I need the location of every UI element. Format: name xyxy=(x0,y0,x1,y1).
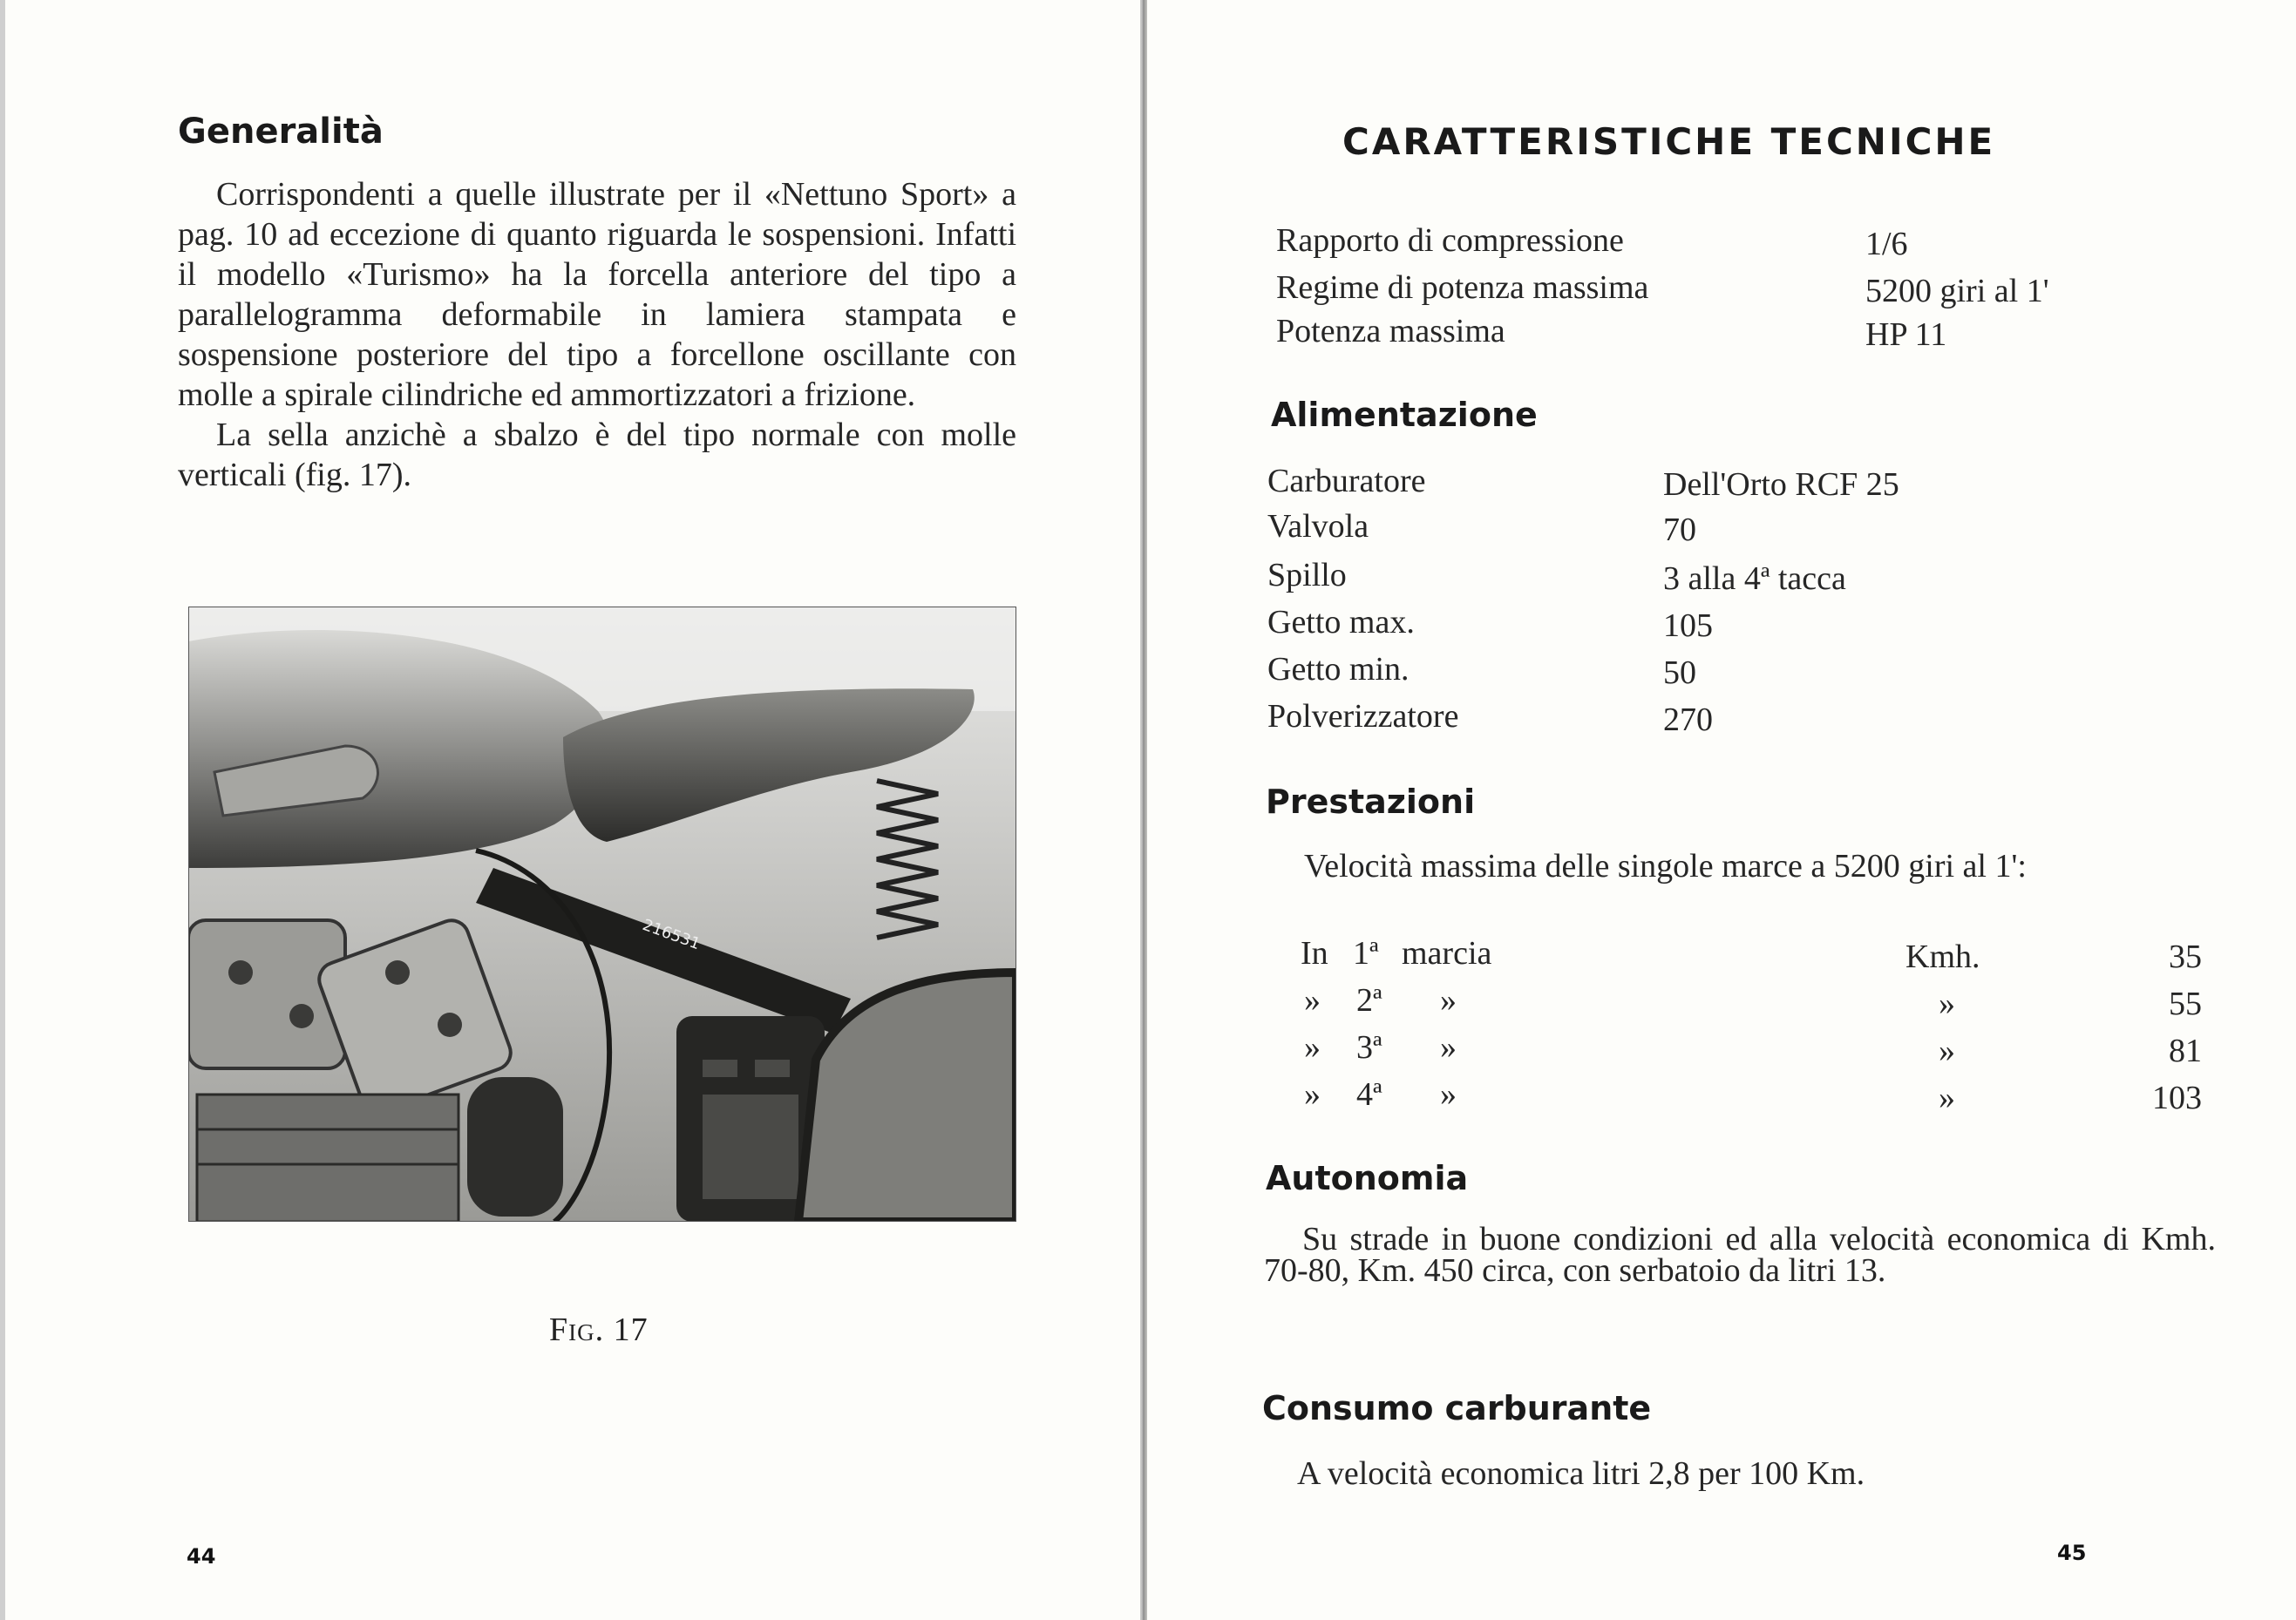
gear-row-2-speed: 55 xyxy=(2169,986,2202,1022)
gear-row-4-b: » xyxy=(1440,1076,1457,1113)
alim-value-carburatore: Dell'Orto RCF 25 xyxy=(1663,466,1899,503)
frame-number: 216531 xyxy=(640,915,703,954)
page-title: CARATTERISTICHE TECNICHE xyxy=(1342,120,1996,163)
alim-value-getto-min: 50 xyxy=(1663,654,1696,691)
gear-row-2-unit: » xyxy=(1939,986,1955,1022)
gear-row-1-a: In xyxy=(1301,935,1328,972)
gear-row-1-gear: 1ª xyxy=(1353,935,1379,972)
alim-label-carburatore: Carburatore xyxy=(1267,463,1426,499)
figure-caption: Fig. 17 xyxy=(549,1312,649,1348)
alim-label-spillo: Spillo xyxy=(1267,557,1347,593)
figure-17-photo xyxy=(188,607,1016,1222)
gear-row-1-speed: 35 xyxy=(2169,939,2202,975)
paragraph-generalita: Corrispondenti a quelle illustrate per il «Nettuno Sport» a pag. 10 ad eccezione di quanto riguarda le sospensioni. Infatti il modello «Turismo» ha la forcella anteriore del tipo a parallelogramma deformabile in lamiera stampata e sospensione posteriore del tipo a forcellone oscillante con molle a spirale cilindriche ed ammortizzatori a frizione. xyxy=(178,176,1016,413)
gear-row-1-b: marcia xyxy=(1402,935,1492,972)
alim-label-getto-min: Getto min. xyxy=(1267,651,1410,688)
gear-row-3-b: » xyxy=(1440,1029,1457,1066)
gear-row-3-speed: 81 xyxy=(2169,1033,2202,1069)
gear-row-3-a: » xyxy=(1304,1029,1321,1066)
alim-label-getto-max: Getto max. xyxy=(1267,604,1415,641)
consumo-text: A velocità economica litri 2,8 per 100 Km. xyxy=(1297,1455,1865,1492)
alim-value-valvola: 70 xyxy=(1663,512,1696,548)
left-text-block xyxy=(178,174,1016,495)
spec-label-regime: Regime di potenza massima xyxy=(1276,269,1649,306)
paragraph-sella: La sella anzichè a sbalzo è del tipo normale con molle verticali (fig. 17). xyxy=(178,417,1016,493)
spec-value-regime: 5200 giri al 1' xyxy=(1865,273,2049,309)
motorcycle-photo-image xyxy=(188,607,1016,1222)
gear-row-2-gear: 2ª xyxy=(1356,982,1382,1019)
spec-value-compression: 1/6 xyxy=(1865,226,1908,262)
alim-value-polverizzatore: 270 xyxy=(1663,702,1713,738)
gear-row-4-speed: 103 xyxy=(2152,1080,2202,1116)
prestazioni-intro: Velocità massima delle singole marce a 5200 giri al 1': xyxy=(1304,848,2027,885)
gear-row-1-unit: Kmh. xyxy=(1905,939,1980,975)
gear-row-2-a: » xyxy=(1304,982,1321,1019)
alim-value-spillo: 3 alla 4ª tacca xyxy=(1663,560,1846,597)
gear-row-4-a: » xyxy=(1304,1076,1321,1113)
alim-value-getto-max: 105 xyxy=(1663,607,1713,644)
section-heading-autonomia: Autonomia xyxy=(1266,1159,1469,1197)
page-number-left: 44 xyxy=(187,1544,216,1569)
spec-label-compression: Rapporto di compressione xyxy=(1276,222,1624,259)
autonomia-text: Su strade in buone condizioni ed alla velocità economica di Kmh. 70-80, Km. 450 circa, con serbatoio da litri 13. xyxy=(1264,1221,2216,1289)
section-heading-generalita: Generalità xyxy=(178,112,384,152)
spec-value-potenza: HP 11 xyxy=(1865,316,1947,353)
alim-label-valvola: Valvola xyxy=(1267,508,1369,545)
page-number-right: 45 xyxy=(2057,1541,2087,1565)
spec-label-potenza: Potenza massima xyxy=(1276,313,1505,349)
gear-row-3-unit: » xyxy=(1939,1033,1955,1069)
section-heading-consumo: Consumo carburante xyxy=(1262,1389,1652,1427)
gear-row-2-b: » xyxy=(1440,982,1457,1019)
section-heading-prestazioni: Prestazioni xyxy=(1266,783,1476,821)
left-page xyxy=(0,0,1140,1620)
right-page xyxy=(1147,0,2296,1620)
alim-label-polverizzatore: Polverizzatore xyxy=(1267,698,1459,735)
gear-row-4-unit: » xyxy=(1939,1080,1955,1116)
gear-row-3-gear: 3ª xyxy=(1356,1029,1382,1066)
gear-row-4-gear: 4ª xyxy=(1356,1076,1382,1113)
section-heading-alimentazione: Alimentazione xyxy=(1271,396,1538,434)
